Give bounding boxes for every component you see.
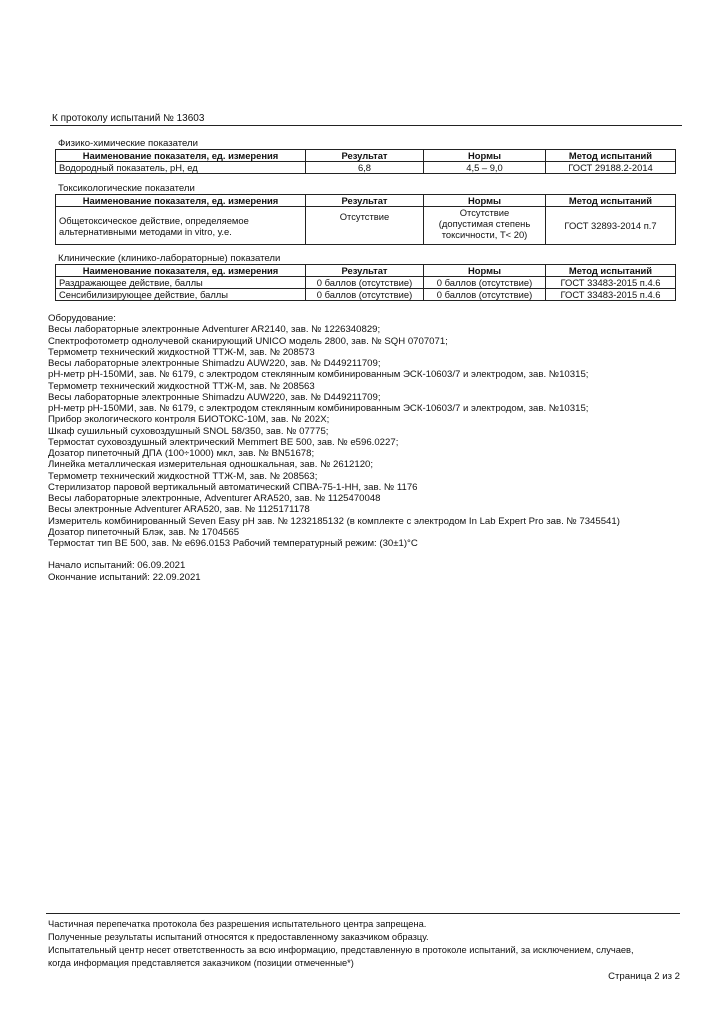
method-value: ГОСТ 32893-2014 п.7 — [546, 207, 676, 245]
table-row — [56, 277, 676, 289]
method-value: ГОСТ 33483-2015 п.4.6 — [546, 289, 676, 301]
col-header-result: Результат — [306, 195, 424, 207]
equipment-item: Термостат тип BE 500, зав. № e696.0153 Рабочий температурный режим: (30±1)°С — [48, 538, 418, 549]
table-header-row — [56, 195, 676, 207]
indicator-name: Раздражающее действие, баллы — [56, 277, 306, 289]
result-value: Отсутствие — [306, 207, 424, 245]
norm-line: Отсутствие — [459, 207, 510, 218]
table-header-row — [56, 150, 676, 162]
indicator-name: Сенсибилизирующее действие, баллы — [56, 289, 306, 301]
col-header-name: Наименование показателя, ед. измерения — [56, 150, 306, 162]
header-divider — [50, 125, 682, 126]
col-header-norms: Нормы — [424, 150, 546, 162]
equipment-item: Весы лабораторные электронные, Adventurer ARA520, зав. № 1125470048 — [48, 493, 381, 504]
equipment-item: Весы лабораторные электронные Shimadzu AUW220, зав. № D449211709; — [48, 358, 381, 369]
end-date: Окончание испытаний: 22.09.2021 — [48, 571, 201, 583]
table-header-row — [56, 265, 676, 277]
norm-value: 0 баллов (отсутствие) — [424, 277, 546, 289]
col-header-method: Метод испытаний — [546, 265, 676, 277]
footer-divider — [46, 913, 680, 914]
physchem-title: Физико-химические показатели — [58, 138, 198, 149]
footer-note: Испытательный центр несет ответственность за всю информацию, представленную в протоколе испытаний, за исключением, случаев, — [48, 945, 634, 955]
footer-notes — [48, 918, 634, 970]
equipment-item: Дозатор пипеточный Блэк, зав. № 1704565 — [48, 526, 240, 538]
equipment-item: Измеритель комбинированный Seven Easy pH зав. № 1232185132 (в комплекте с электродом In Lab Expert Pro зав. № 7345541) — [48, 515, 620, 527]
indicator-name — [56, 207, 306, 245]
tox-table — [55, 194, 676, 245]
equipment-item: Весы электронные Adventurer ARA520, зав. № 1125171178 — [48, 504, 310, 516]
equipment-item: Термометр технический жидкостной ТТЖ-М, зав. № 208563 — [48, 380, 315, 392]
equipment-item: pH-метр pH-150МИ, зав. № 6179, с электродом стеклянным комбинированным ЭСК-10603/7 и электродом, зав. №10315; — [48, 369, 589, 381]
equipment-item: Спектрофотометр однолучевой сканирующий UNICO модель 2800, зав. № SQH 0707071; — [48, 335, 448, 347]
method-value: ГОСТ 33483-2015 п.4.6 — [546, 277, 676, 289]
norm-line: токсичности, T< 20) — [441, 229, 528, 240]
protocol-reference: К протоколу испытаний № 13603 — [52, 113, 205, 124]
table-row — [56, 162, 676, 174]
equipment-title: Оборудование: — [48, 313, 116, 324]
equipment-item: Стерилизатор паровой вертикальный автоматический СПВА-75-1-НН, зав. № 1176 — [48, 481, 418, 493]
equipment-item: Весы лабораторные электронные Shimadzu AUW220, зав. № D449211709; — [48, 391, 381, 403]
indicator-name: Водородный показатель, pH, ед — [56, 162, 306, 174]
equipment-item: Термостат суховоздушный электрический Memmert BE 500, зав. № e596.0227; — [48, 436, 399, 448]
col-header-name: Наименование показателя, ед. измерения — [56, 195, 306, 207]
equipment-list — [48, 313, 620, 549]
col-header-norms: Нормы — [424, 265, 546, 277]
equipment-item: Термометр технический жидкостной ТТЖ-М, зав. № 208563; — [48, 470, 318, 482]
norm-value: 0 баллов (отсутствие) — [424, 289, 546, 301]
result-value: 0 баллов (отсутствие) — [306, 277, 424, 289]
footer-note: Полученные результаты испытаний относятся к предоставленному заказчиком образцу. — [48, 932, 429, 942]
page-number: Страница 2 из 2 — [608, 971, 680, 982]
method-value: ГОСТ 29188.2-2014 — [546, 162, 676, 174]
col-header-method: Метод испытаний — [546, 195, 676, 207]
equipment-item: Весы лабораторные электронные Adventurer AR2140, зав. № 1226340829; — [48, 324, 381, 336]
equipment-item: Дозатор пипеточный ДПА (100÷1000) мкл, зав. № BN51678; — [48, 448, 315, 459]
equipment-item: pH-метр pH-150МИ, зав. № 6179, с электродом стеклянным комбинированным ЭСК-10603/7 и электродом, зав. №10315; — [48, 403, 589, 414]
col-header-result: Результат — [306, 265, 424, 277]
indicator-name-line: альтернативными методами in vitro, у.е. — [59, 225, 232, 237]
equipment-item: Шкаф сушильный суховоздушный SNOL 58/350, зав. № 07775; — [48, 425, 329, 437]
norm-line: (допустимая степень — [438, 218, 531, 229]
clinical-table — [55, 264, 676, 301]
table-row — [56, 289, 676, 301]
col-header-method: Метод испытаний — [546, 150, 676, 162]
norm-value: 4,5 – 9,0 — [424, 162, 546, 174]
footer-note: когда информация представляется заказчиком (позиции отмеченные*) — [48, 958, 354, 968]
start-date: Начало испытаний: 06.09.2021 — [48, 560, 186, 571]
result-value: 0 баллов (отсутствие) — [306, 289, 424, 301]
equipment-item: Прибор экологического контроля БИОТОКС-10М, зав. № 202Х; — [48, 414, 330, 426]
col-header-result: Результат — [306, 150, 424, 162]
norm-value — [424, 207, 546, 245]
tox-title: Токсикологические показатели — [58, 183, 195, 194]
col-header-name: Наименование показателя, ед. измерения — [56, 265, 306, 277]
col-header-norms: Нормы — [424, 195, 546, 207]
clinical-title: Клинические (клинико-лабораторные) показатели — [58, 253, 281, 264]
indicator-name-line: Общетоксическое действие, определяемое — [59, 214, 249, 226]
physchem-table — [55, 149, 676, 174]
equipment-item: Линейка металлическая измерительная одношкальная, зав. № 2612120; — [48, 459, 374, 471]
table-row — [56, 207, 676, 245]
result-value: 6,8 — [306, 162, 424, 174]
footer-note: Частичная перепечатка протокола без разрешения испытательного центра запрещена. — [48, 919, 427, 929]
test-dates — [48, 560, 201, 583]
equipment-item: Термометр технический жидкостной ТТЖ-М, зав. № 208573 — [48, 346, 315, 358]
